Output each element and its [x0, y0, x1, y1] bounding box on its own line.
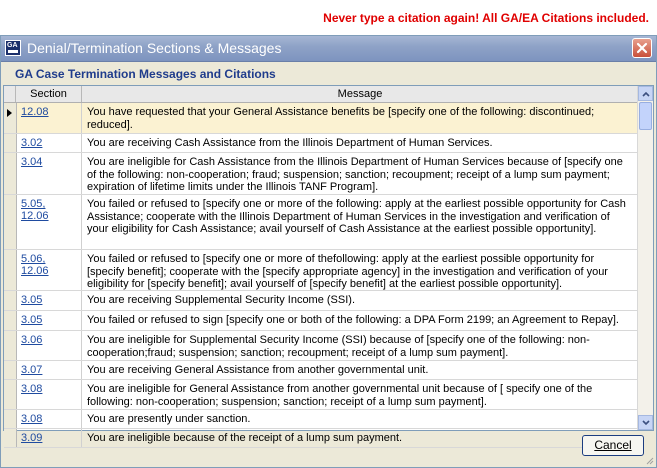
resize-grip-icon[interactable] [644, 455, 654, 465]
cancel-button[interactable] [582, 435, 644, 456]
promo-banner [0, 0, 657, 34]
table-row[interactable] [4, 410, 638, 429]
row-selector[interactable] [4, 361, 17, 379]
message-text: You have requested that your General Assistance benefits be [specify one of the following: discontinued; reduced]. [87, 106, 595, 131]
row-selector[interactable] [4, 291, 17, 310]
scroll-up-button[interactable] [638, 86, 653, 101]
row-selector[interactable] [4, 311, 17, 330]
section-link[interactable]: 3.08 [21, 413, 43, 425]
message-text: You are receiving Cash Assistance from the Illinois Department of Human Services. [87, 137, 493, 149]
section-link[interactable]: 3.07 [21, 364, 43, 376]
close-button[interactable] [632, 38, 652, 58]
row-selector[interactable] [4, 134, 17, 152]
message-text: You failed or refused to [specify one or more of the following: apply at the earliest possible opportunity for Cash Assistance; cooperate with the Illinois Department of Human Services in the investigation and verification of your eligibility for Cash Assistance; avail yourself of Cash Assistance at the earliest possible opportunity]. [87, 198, 626, 235]
section-link[interactable]: 3.09 [21, 432, 43, 444]
message-text: You failed or refused to sign [specify one or both of the following: a DPA Form 2199; an Agreement to Repay]. [87, 314, 619, 326]
message-text: You are ineligible for Supplemental Security Income (SSI) because of [specify one of the following: non-cooperation;fraud; suspension; sanction; recoupment; receipt of a lump sum payment]. [87, 334, 590, 359]
column-header-section[interactable]: Section [16, 86, 82, 102]
grid-header [4, 86, 638, 103]
grid-rows [4, 103, 638, 444]
message-text: You are ineligible for Cash Assistance from the Illinois Department of Human Services because of [specify one of the following: non-cooperation; fraud; suspension; sanction; recoupment; receipt of a lump sum payment; expiration of lifetime limits under the Illinois TANF Program]. [87, 156, 623, 193]
row-selector[interactable] [4, 195, 17, 249]
promo-text: Never type a citation again! All GA/EA Citations included. [323, 11, 649, 25]
table-row[interactable] [4, 250, 638, 291]
row-selector[interactable] [4, 103, 17, 133]
row-selector[interactable] [4, 410, 17, 428]
section-link[interactable]: 3.08 [21, 383, 43, 395]
cancel-button-label: Cancel [594, 438, 632, 452]
message-text: You are presently under sanction. [87, 413, 251, 425]
column-header-message[interactable]: Message [337, 88, 383, 100]
message-text: You are receiving Supplemental Security Income (SSI). [87, 294, 356, 306]
row-selector[interactable] [4, 250, 17, 290]
table-row[interactable] [4, 153, 638, 195]
row-selector[interactable] [4, 153, 17, 194]
section-link[interactable]: 12.08 [21, 106, 49, 118]
dialog-window [0, 35, 657, 468]
close-icon [636, 42, 648, 54]
section-link[interactable]: 3.05 [21, 314, 43, 326]
row-selector[interactable] [4, 380, 17, 409]
section-link[interactable]: 3.05 [21, 294, 43, 306]
table-row[interactable] [4, 195, 638, 250]
section-link[interactable]: 3.04 [21, 156, 43, 168]
section-link[interactable]: 5.05, 12.06 [21, 198, 49, 222]
app-icon [5, 40, 21, 56]
table-row[interactable] [4, 331, 638, 361]
section-link[interactable]: 3.02 [21, 137, 43, 149]
scroll-thumb[interactable] [639, 102, 652, 130]
section-link[interactable]: 3.06 [21, 334, 43, 346]
message-text: You failed or refused to [specify one or more of thefollowing: apply at the earliest possible opportunity for [specify benefit]; cooperate with the [specify appropriate agency] in the investigation and verification of your eligibility for [specify benefit]; avail yourself of [specify benefit] at the earliest possible opportunity]. [87, 253, 608, 290]
table-row[interactable] [4, 134, 638, 153]
table-row[interactable] [4, 361, 638, 380]
table-row[interactable] [4, 380, 638, 410]
table-row[interactable] [4, 311, 638, 331]
grid-caption: GA Case Termination Messages and Citations [15, 67, 276, 81]
row-selector[interactable] [4, 429, 17, 447]
messages-grid[interactable] [3, 85, 654, 444]
message-text: You are receiving General Assistance from another governmental unit. [87, 364, 429, 376]
table-row[interactable] [4, 291, 638, 311]
message-text: You are ineligible for General Assistance from another governmental unit because of [ specify one of the following: non-cooperation; suspension; sanction; receipt of a lump sum payment]. [87, 383, 593, 408]
chevron-up-icon [642, 91, 650, 97]
window-title: Denial/Termination Sections & Messages [27, 40, 282, 56]
vertical-scrollbar[interactable] [637, 86, 653, 430]
message-text: You are ineligible because of the receipt of a lump sum payment. [87, 432, 403, 444]
app-icon-label: GA [7, 42, 18, 49]
title-bar[interactable] [1, 36, 656, 62]
section-link[interactable]: 5.06, 12.06 [21, 253, 49, 277]
table-row[interactable] [4, 103, 638, 134]
row-header-corner [4, 86, 16, 102]
table-row[interactable] [4, 429, 638, 448]
current-row-arrow-icon [7, 109, 12, 117]
chevron-down-icon [642, 420, 650, 426]
scroll-down-button[interactable] [638, 415, 653, 430]
row-selector[interactable] [4, 331, 17, 360]
